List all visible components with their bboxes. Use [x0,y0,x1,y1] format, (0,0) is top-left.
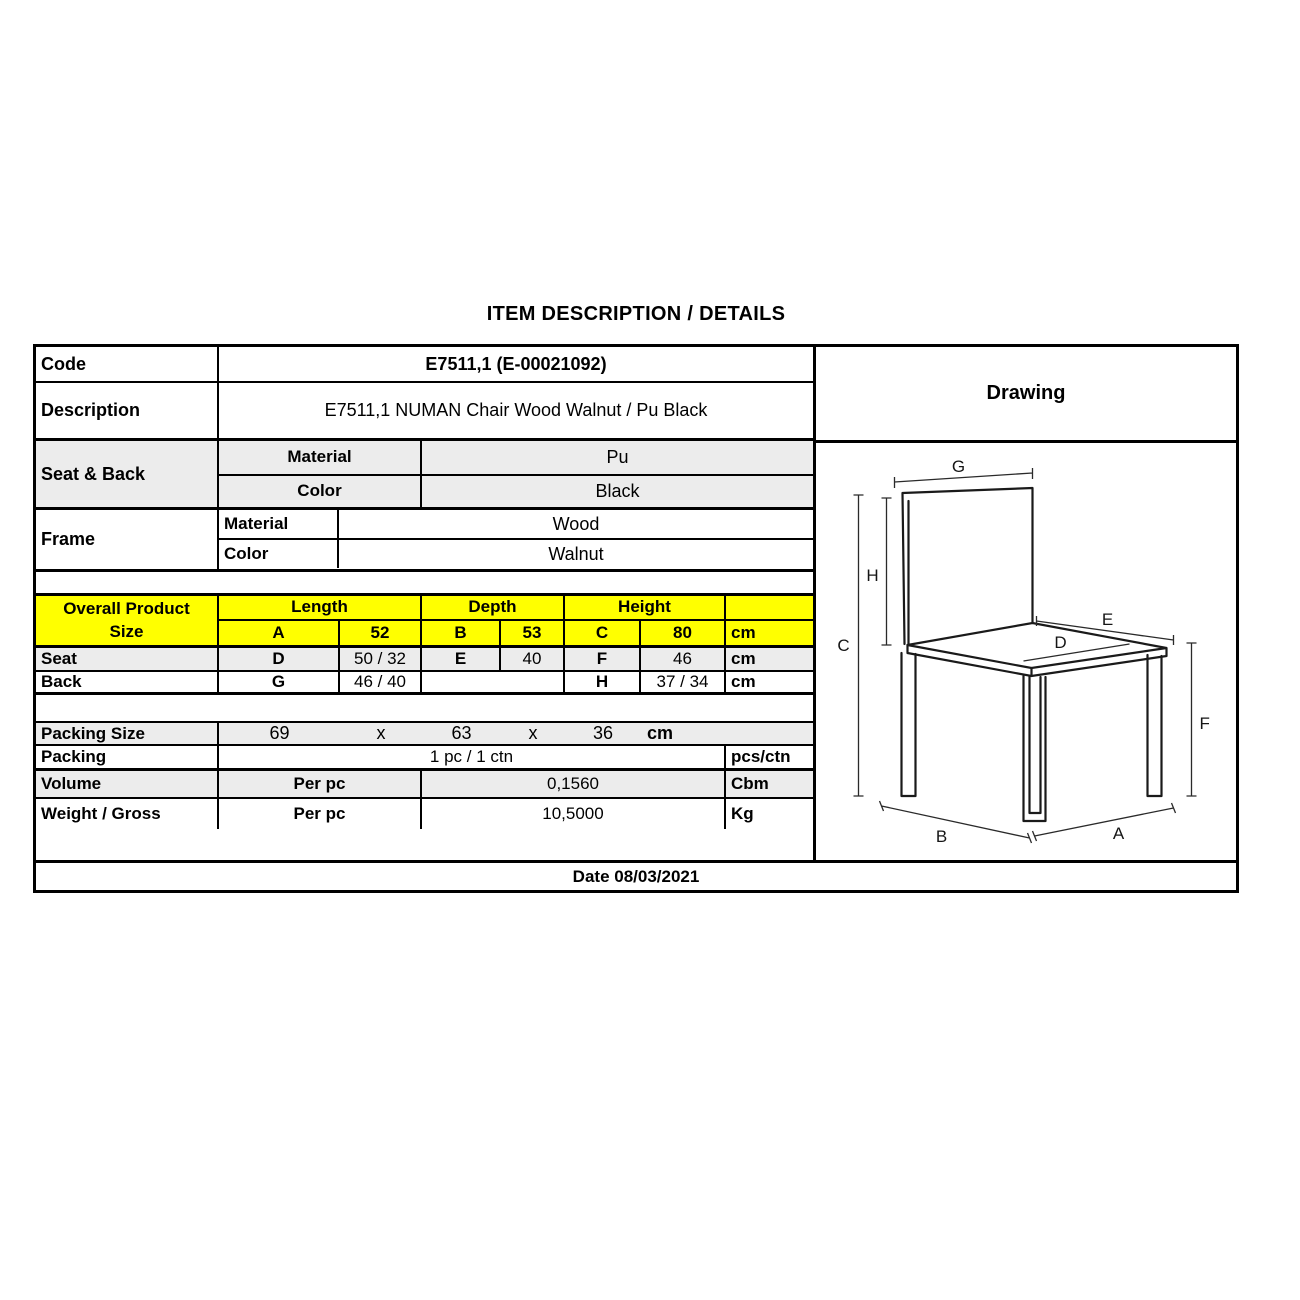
overall-depth-value: 53 [501,621,565,645]
size-label-line2: Size [109,621,144,641]
volume-value: 0,1560 [422,771,726,797]
seat-back-color-label: Color [219,476,422,508]
dim-label-d: D [1054,633,1067,652]
frame-color-value: Walnut [548,543,604,564]
chair-outline [902,488,1167,821]
seat-depth-key: E [422,648,501,670]
dim-label-h: H [866,566,879,585]
dim-label-b: B [935,827,948,846]
page-title: ITEM DESCRIPTION / DETAILS [486,303,786,325]
seat-depth-value: 40 [501,648,565,670]
seat-back-label: Seat & Back [36,441,219,507]
chair-drawing [816,443,1236,855]
packing-size-label: Packing Size [36,723,219,744]
seat-unit: cm [731,649,756,668]
size-back-row [36,672,813,695]
frame-material-value: Wood [552,513,600,534]
back-length-key: G [219,672,340,692]
size-group-header-row [219,596,813,621]
size-overall-row [219,621,813,645]
seat-back-color-value: Black [595,480,640,501]
size-seat-row [36,648,813,672]
volume-label: Volume [36,771,219,797]
size-header-height: Height [565,596,726,619]
overall-length-key: A [219,621,340,645]
dimension-lines [854,468,1197,843]
seat-length-value: 50 / 32 [340,648,422,670]
back-height-value: 37 / 34 [641,672,726,692]
packing-size-x2: x [528,723,538,743]
back-unit: cm [731,672,756,691]
overall-unit: cm [726,621,813,645]
packing-size-unit: cm [647,723,674,743]
overall-height-value: 80 [641,621,726,645]
description-value: E7511,1 NUMAN Chair Wood Walnut / Pu Black [324,400,708,420]
seat-height-key: F [565,648,641,670]
weight-label: Weight / Gross [36,799,219,829]
size-header-section [36,596,813,648]
code-value: E7511,1 (E-00021092) [425,353,607,374]
size-header-depth: Depth [422,596,565,619]
code-label: Code [36,347,219,381]
packing-size-v2: 63 [451,723,472,743]
back-length-value: 46 / 40 [340,672,422,692]
frame-material-row [219,510,813,540]
dim-label-f: F [1199,714,1210,733]
spec-table-left [36,347,816,860]
description-label: Description [36,383,219,438]
packing-size-v1: 69 [269,723,290,743]
frame-color-row [219,540,813,568]
frame-material-label: Material [219,510,339,538]
packing-label: Packing [36,746,219,768]
seat-back-section [36,441,813,510]
seat-length-key: D [219,648,340,670]
spacer-row [36,695,813,723]
packing-size-value [219,723,813,744]
packing-value: 1 pc / 1 ctn [219,746,726,768]
frame-color-label: Color [219,540,339,568]
weight-per: Per pc [219,799,422,829]
overall-height-key: C [565,621,641,645]
spec-table-main [36,347,1236,863]
date-row [36,863,1236,890]
seat-row-label: Seat [36,648,219,670]
dim-label-c: C [837,636,850,655]
date-value: Date 08/03/2021 [572,866,700,886]
dim-label-a: A [1112,824,1125,843]
seat-back-color-row [219,476,813,508]
weight-value: 10,5000 [422,799,726,829]
seat-back-material-label: Material [219,441,422,474]
seat-back-material-row [219,441,813,476]
drawing-header: Drawing [816,347,1236,443]
packing-unit: pcs/ctn [731,747,791,766]
weight-unit: Kg [731,804,754,823]
back-row-label: Back [36,672,219,692]
overall-depth-key: B [422,621,501,645]
volume-unit: Cbm [731,774,769,793]
packing-size-v3: 36 [592,723,614,743]
size-header-empty [726,596,813,619]
dim-label-e: E [1101,610,1114,629]
volume-per: Per pc [219,771,422,797]
packing-size-row [36,723,813,746]
frame-label: Frame [36,510,219,569]
drawing-area [816,443,1236,860]
back-height-key: H [565,672,641,692]
drawing-column [816,347,1236,860]
packing-row [36,746,813,771]
volume-row [36,771,813,799]
frame-section [36,510,813,572]
packing-size-x1: x [376,723,386,743]
spacer-row [36,572,813,596]
size-header-length: Length [219,596,422,619]
weight-row [36,799,813,829]
spec-table [33,344,1239,893]
size-label [36,596,219,645]
seat-height-value: 46 [641,648,726,670]
overall-length-value: 52 [340,621,422,645]
back-depth-empty [422,672,565,692]
dim-label-g: G [951,457,966,476]
description-row [36,383,813,441]
seat-back-material-value: Pu [606,446,629,467]
code-row [36,347,813,383]
size-label-line1: Overall Product [63,598,190,618]
